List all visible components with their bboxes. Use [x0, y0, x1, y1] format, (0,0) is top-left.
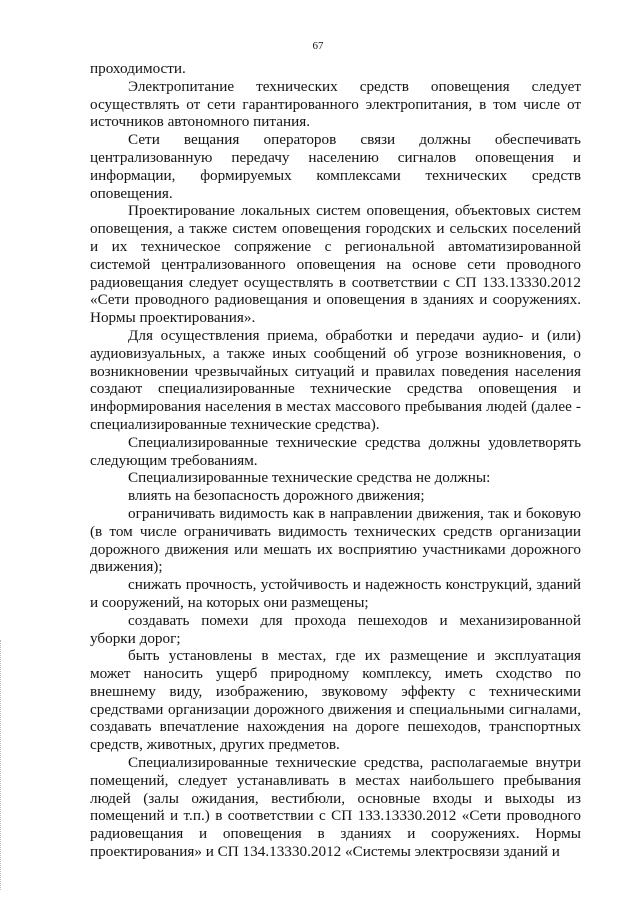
paragraph: Сети вещания операторов связи должны обеспечивать централизованную передачу населению сигналов оповещения и информации, формируемых комплексами технических средств оповещения. [90, 131, 581, 202]
page-number: 67 [312, 40, 324, 52]
paragraph: создавать помехи для прохода пешеходов и механизированной уборки дорог; [90, 611, 581, 647]
paragraph: Электропитание технических средств оповещения следует осуществлять от сети гарантированного электропитания, в том числе от источников автономного питания. [90, 77, 581, 131]
paragraph: Проектирование локальных систем оповещения, объектовых систем оповещения, а также систем оповещения городских и сельских поселений и их техническое сопряжение с региональной автоматизированной системой централизованного оповещения на основе сети проводного радиовещания следует осуществлять в соответствии с СП 133.13330.2012 «Сети проводного радиовещания и оповещения в зданиях и сооружениях. Нормы проектирования». [90, 202, 581, 327]
scan-edge-mark [0, 640, 5, 890]
paragraph: Специализированные технические средства не должны: [128, 469, 491, 487]
paragraph: Специализированные технические средства, располагаемые внутри помещений, следует устанавливать в местах наибольшего пребывания людей (залы ожидания, вестибюли, основные входы и выходы из помещений и т.п.) в соответствии с СП 133.13330.2012 «Сети проводного радиовещания и оповещения в зданиях и сооружениях. Нормы проектирования» и СП 134.13330.2012 «Системы электросвязи зданий и [90, 754, 581, 861]
paragraph: Для осуществления приема, обработки и передачи аудио- и (или) аудиовизуальных, а также иных сообщений об угрозе возникновения, о возникновении чрезвычайных ситуаций и правилах поведения населения создают специализированные технические средства оповещения и информирования населения в местах массового пребывания людей (далее - специализированные технические средства). [90, 326, 581, 433]
paragraph: проходимости. [90, 60, 186, 77]
paragraph: снижать прочность, устойчивость и надежность конструкций, зданий и сооружений, на которых они размещены; [90, 576, 581, 611]
body-text [90, 60, 581, 861]
paragraph: Специализированные технические средства должны удовлетворять следующим требованиям. [90, 433, 581, 469]
paragraph: влиять на безопасность дорожного движения; [128, 487, 425, 505]
paragraph: быть установлены в местах, где их размещение и эксплуатация может наносить ущерб природному комплексу, иметь сходство по внешнему виду, изображению, звуковому эффекту с техническими средствами организации дорожного движения и специальными сигналами, создавать впечатление нахождения на дороге пешеходов, транспортных средств, животных, других предметов. [90, 647, 581, 754]
paragraph: ограничивать видимость как в направлении движения, так и боковую (в том числе ограничивать видимость технических средств организации дорожного движения или мешать их восприятию участниками дорожного движения); [90, 504, 581, 576]
